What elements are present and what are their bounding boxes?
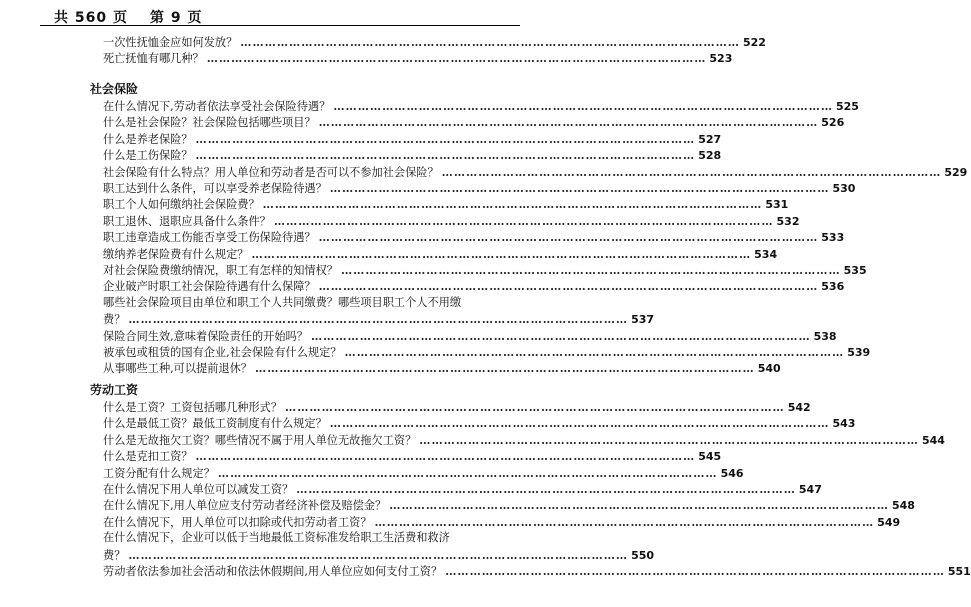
toc-page-number: 550 [631, 548, 655, 562]
dot-leader: …………………………………………………………………………………………………………… [262, 197, 763, 212]
dot-leader: …………………………………………………………………………………………………………… [389, 498, 889, 513]
dot-leader: …………………………………………………………………………………………………………… [419, 432, 919, 447]
toc-entry[interactable] [103, 98, 859, 115]
toc-page-number: 542 [787, 401, 811, 414]
toc-entry[interactable] [103, 432, 945, 449]
toc-entry[interactable] [103, 131, 722, 148]
toc-entry[interactable] [103, 34, 766, 51]
dot-leader: …………………………………………………………………………………………………………… [206, 51, 707, 66]
toc-entry-title: 什么是无故拖欠工资？哪些情况不属于用人单位无故拖欠工资？ [103, 433, 417, 447]
toc-entry[interactable] [103, 360, 781, 377]
toc-entry[interactable] [103, 278, 845, 295]
dot-leader: …………………………………………………………………………………………………………… [255, 361, 755, 376]
section-heading: 社会保险 [90, 82, 139, 96]
page-header [54, 7, 202, 27]
toc-entry[interactable] [103, 229, 845, 246]
toc-entry-title: 费？ [103, 313, 126, 327]
dot-leader: …………………………………………………………………………………………………………… [273, 213, 774, 228]
toc-entry-title: 什么是养老保险？ [103, 132, 193, 146]
toc-entry[interactable] [103, 399, 811, 416]
dot-leader: …………………………………………………………………………………………………………… [128, 312, 629, 327]
toc-entry[interactable] [103, 344, 871, 361]
dot-leader: …………………………………………………………………………………………………………… [251, 246, 752, 261]
toc-page-number: 538 [813, 329, 837, 343]
dot-leader: …………………………………………………………………………………………………………… [344, 345, 845, 359]
toc-entry[interactable] [103, 514, 901, 531]
toc-entry[interactable] [103, 415, 856, 432]
toc-entry[interactable] [103, 530, 655, 564]
toc-entry-title: 在什么情况下，企业可以低于当地最低工资标准发给职工生活费和救济 [103, 531, 450, 545]
toc-entry[interactable] [103, 213, 800, 230]
toc-page-number: 549 [877, 515, 901, 529]
toc-entry[interactable] [103, 563, 971, 580]
toc-entry[interactable] [103, 497, 915, 514]
toc-entry-title: 死亡抚恤有哪几种？ [103, 52, 204, 66]
dot-leader: …………………………………………………………………………………………………………… [195, 449, 696, 464]
toc-page-number: 523 [709, 52, 733, 66]
toc-entry-title: 在什么情况下，用人单位可以扣除或代扣劳动者工资？ [103, 515, 372, 529]
toc-entry[interactable] [103, 448, 722, 465]
toc-entry[interactable] [103, 147, 722, 164]
total-pages: 共 560 页 [54, 10, 128, 26]
dot-leader: …………………………………………………………………………………………………………… [329, 181, 830, 195]
dot-leader: …………………………………………………………………………………………………………… [318, 230, 819, 245]
section-heading: 劳动工资 [90, 383, 139, 397]
dot-leader: …………………………………………………………………………………………………………… [333, 99, 833, 113]
dot-leader: …………………………………………………………………………………………………………… [374, 514, 875, 529]
toc-entry-title: 哪些社会保险项目由单位和职工个人共同缴费？哪些项目职工个人不用缴 [103, 295, 462, 309]
toc-entry-title: 职工达到什么条件，可以享受养老保险待遇？ [103, 182, 327, 195]
toc-page-number: 548 [891, 499, 915, 513]
toc-entry-title: 在什么情况下用人单位可以减发工资？ [103, 483, 294, 496]
toc-entry-title: 费？ [103, 548, 126, 562]
toc-entry[interactable] [103, 180, 856, 197]
toc-page-number: 528 [698, 149, 722, 163]
toc-page-number: 544 [921, 433, 945, 447]
toc-page-number: 530 [832, 182, 856, 195]
toc-entry-title: 在什么情况下,劳动者依法享受社会保险待遇？ [103, 100, 331, 113]
toc-entry[interactable] [103, 50, 733, 67]
toc-page-number: 536 [821, 280, 845, 294]
toc-page-number: 539 [847, 346, 871, 359]
toc-entry-title: 什么是工资？工资包括哪几种形式？ [103, 401, 283, 414]
header-rule [40, 25, 520, 26]
toc-entry-title: 什么是工伤保险？ [103, 149, 193, 163]
toc-entry[interactable] [103, 164, 968, 181]
toc-entry-title: 职工个人如何缴纳社会保险费？ [103, 198, 260, 212]
toc-entry-title: 缴纳养老保险费有什么规定？ [103, 247, 249, 261]
dot-leader: …………………………………………………………………………………………………………… [195, 148, 696, 163]
toc-entry-title: 职工违章造成工伤能否享受工伤保险待遇？ [103, 231, 316, 245]
dot-leader: …………………………………………………………………………………………………………… [340, 263, 841, 277]
toc-entry-title: 工资分配有什么规定？ [103, 466, 215, 480]
current-page: 第 9 页 [149, 10, 203, 26]
toc-entry-title: 一次性抚恤金应如何发放？ [103, 36, 238, 49]
toc-page-number: 545 [698, 450, 722, 464]
toc-page-number: 534 [754, 247, 778, 261]
toc-entry-title: 什么是最低工资？最低工资制度有什么规定？ [103, 417, 327, 431]
toc-entry-title: 从事哪些工种,可以提前退休？ [103, 362, 252, 376]
toc-entry-title: 保险合同生效,意味着保险责任的开始吗？ [103, 329, 308, 343]
toc-page-number: 522 [742, 36, 766, 49]
toc-page-number: 546 [720, 466, 744, 480]
dot-leader: …………………………………………………………………………………………………………… [445, 564, 945, 578]
toc-page-number: 526 [821, 116, 845, 130]
toc-entry-title: 什么是社会保险？社会保险包括哪些项目？ [103, 116, 316, 130]
toc-entry-title: 企业破产时职工社会保险待遇有什么保障？ [103, 280, 316, 294]
toc-entry[interactable] [103, 262, 867, 279]
toc-entry[interactable] [103, 481, 822, 498]
dot-leader: …………………………………………………………………………………………………………… [128, 547, 629, 562]
toc-entry[interactable] [103, 328, 837, 345]
dot-leader: …………………………………………………………………………………………………………… [318, 279, 819, 294]
toc-entry-title: 对社会保险费缴纳情况，职工有怎样的知情权？ [103, 264, 338, 277]
toc-page-number: 529 [944, 165, 968, 179]
dot-leader: …………………………………………………………………………………………………………… [441, 164, 942, 179]
dot-leader: …………………………………………………………………………………………………………… [329, 416, 830, 431]
toc-page-number: 532 [776, 214, 800, 228]
dot-leader: …………………………………………………………………………………………………………… [296, 482, 796, 496]
toc-page-number: 531 [765, 198, 789, 212]
toc-page-number: 527 [698, 132, 722, 146]
toc-page-number: 543 [832, 417, 856, 431]
toc-page-number: 533 [821, 231, 845, 245]
toc-entry-title: 职工退休、退职应具备什么条件？ [103, 214, 271, 228]
toc-entry-title: 社会保险有什么特点？用人单位和劳动者是否可以不参加社会保险？ [103, 165, 439, 179]
toc-page-number: 540 [757, 362, 781, 376]
dot-leader: …………………………………………………………………………………………………………… [240, 35, 740, 49]
toc-entry-title: 被承包或租赁的国有企业,社会保险有什么规定？ [103, 346, 342, 359]
toc-entry-title: 劳动者依法参加社会活动和依法休假期间,用人单位应如何支付工资？ [103, 565, 443, 578]
toc-entry[interactable] [103, 246, 778, 263]
toc-entry-title: 在什么情况下,用人单位应支付劳动者经济补偿及赔偿金？ [103, 499, 387, 513]
dot-leader: …………………………………………………………………………………………………………… [310, 328, 811, 343]
toc-page-number: 537 [631, 313, 655, 327]
toc-page-number: 551 [947, 565, 971, 578]
dot-leader: …………………………………………………………………………………………………………… [318, 115, 819, 130]
toc-entry[interactable] [103, 196, 789, 213]
toc-entry[interactable] [103, 114, 845, 131]
dot-leader: …………………………………………………………………………………………………………… [195, 131, 696, 146]
toc-page-number: 525 [836, 100, 859, 113]
toc-page-number: 547 [798, 483, 822, 496]
toc-entry[interactable] [103, 295, 655, 329]
dot-leader: …………………………………………………………………………………………………………… [217, 465, 718, 480]
dot-leader: …………………………………………………………………………………………………………… [285, 400, 785, 414]
toc-page-number: 535 [843, 264, 867, 277]
toc-entry[interactable] [103, 465, 744, 482]
toc-entry-title: 什么是克扣工资？ [103, 450, 193, 464]
